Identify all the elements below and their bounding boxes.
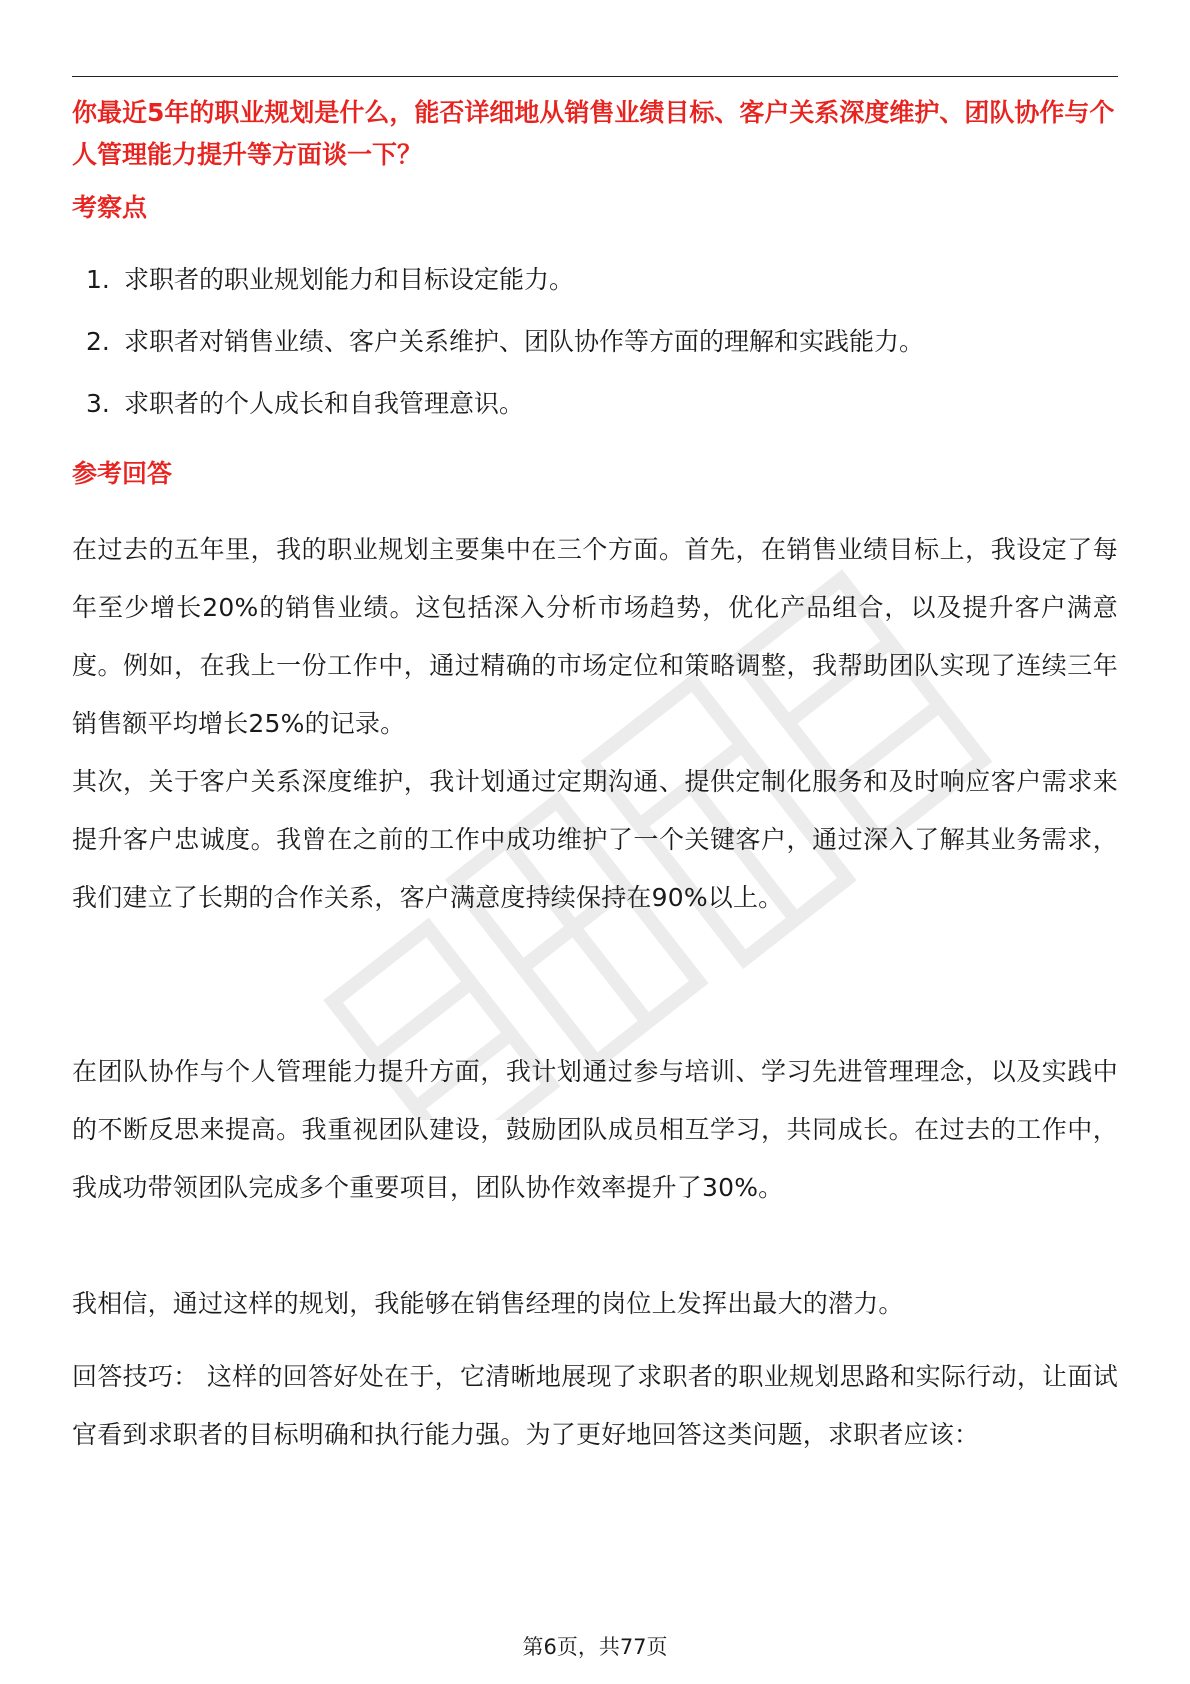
list-item — [72, 386, 1118, 422]
answer-paragraph: 在团队协作与个人管理能力提升方面，我计划通过参与培训、学习先进管理理念，以及实践中的不断反思来提高。我重视团队建设，鼓励团队成员相互学习，共同成长。在过去的工作中，我成功带领团队完成多个重要项目，团队协作效率提升了30%。 — [72, 1057, 1118, 1202]
answer-paragraph: 其次，关于客户关系深度维护，我计划通过定期沟通、提供定制化服务和及时响应客户需求来提升客户忠诚度。我曾在之前的工作中成功维护了一个关键客户，通过深入了解其业务需求，我们建立了长期的合作关系，客户满意度持续保持在90%以上。 — [72, 767, 1118, 912]
answer-tips-paragraph: 回答技巧： 这样的回答好处在于，它清晰地展现了求职者的职业规划思路和实际行动，让面试官看到求职者的目标明确和执行能力强。为了更好地回答这类问题，求职者应该： — [72, 1362, 1118, 1449]
answer-paragraph: 我相信，通过这样的规划，我能够在销售经理的岗位上发挥出最大的潜力。 — [72, 1289, 904, 1318]
list-number: 2. — [86, 327, 110, 356]
section-heading-answer: 参考回答 — [72, 459, 173, 488]
answer-paragraph: 在过去的五年里，我的职业规划主要集中在三个方面。首先，在销售业绩目标上，我设定了每年至少增长20%的销售业绩。这包括深入分析市场趋势，优化产品组合，以及提升客户满意度。例如，在我上一份工作中，通过精确的市场定位和策略调整，我帮助团队实现了连续三年销售额平均增长25%的记录。 — [72, 535, 1118, 738]
list-item — [72, 262, 1118, 298]
points-list — [72, 262, 1118, 448]
page-number-footer: 第6页，共77页 — [522, 1635, 668, 1659]
list-number: 3. — [86, 389, 110, 418]
list-text: 求职者的个人成长和自我管理意识。 — [124, 389, 525, 418]
question-title: 你最近5年的职业规划是什么，能否详细地从销售业绩目标、客户关系深度维护、团队协作与个人管理能力提升等方面谈一下？ — [72, 98, 1115, 169]
section-heading-points: 考察点 — [72, 193, 148, 222]
list-text: 求职者对销售业绩、客户关系维护、团队协作等方面的理解和实践能力。 — [124, 327, 925, 356]
top-divider — [72, 76, 1118, 77]
list-text: 求职者的职业规划能力和目标设定能力。 — [124, 265, 575, 294]
list-item — [72, 324, 1118, 360]
list-number: 1. — [86, 265, 110, 294]
document-page — [72, 0, 1118, 1684]
